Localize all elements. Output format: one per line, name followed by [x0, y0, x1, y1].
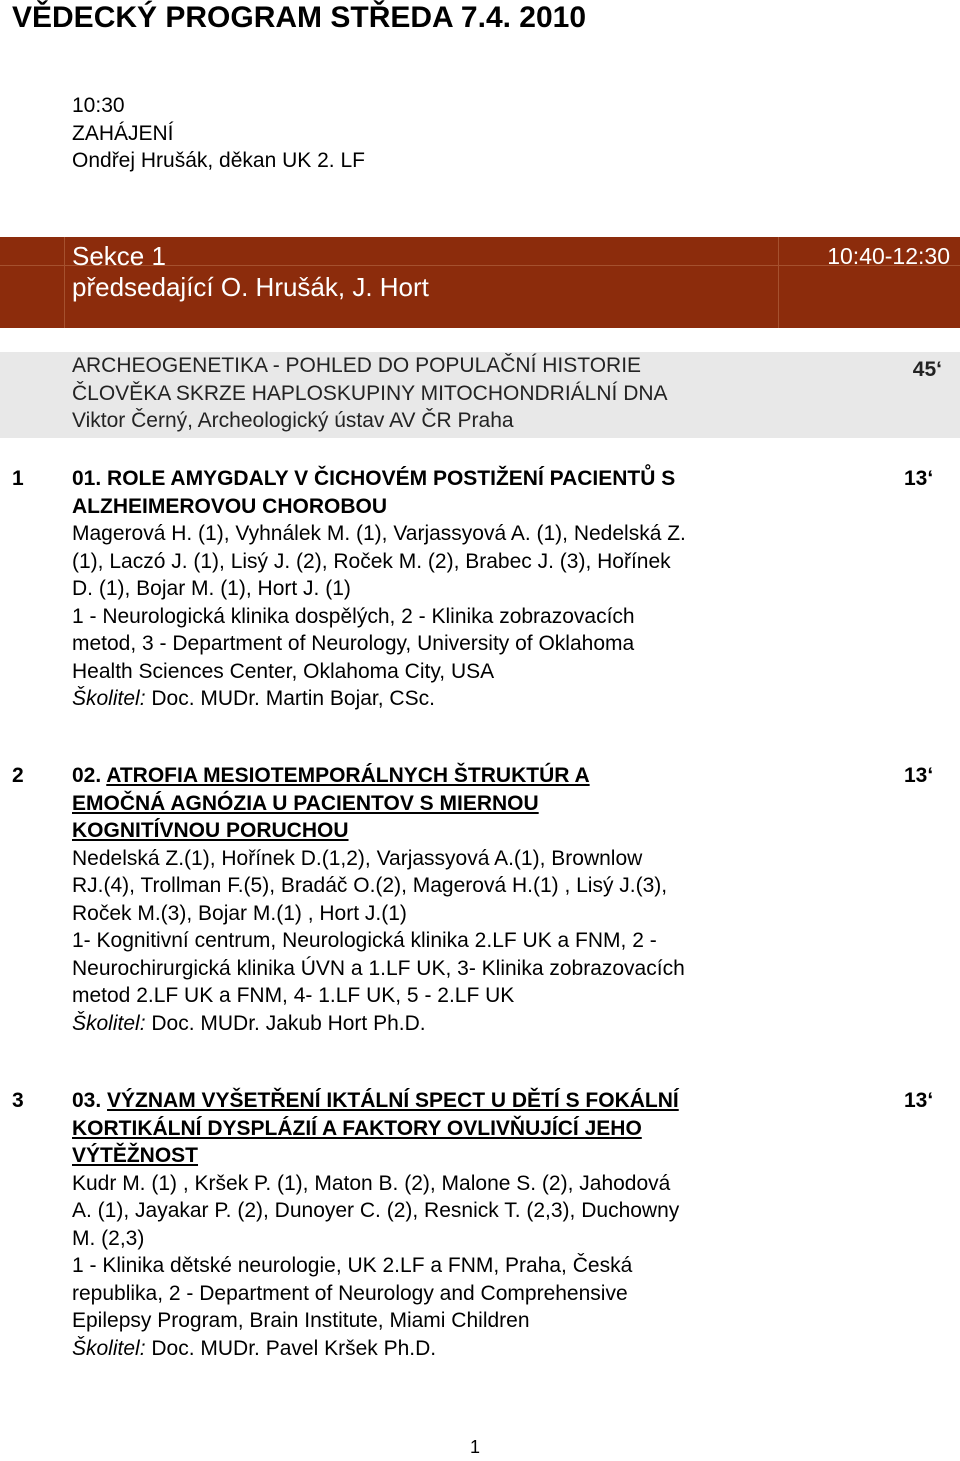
talk-supervisor [72, 1335, 679, 1363]
talk-title-text: VÝZNAM VYŠETŘENÍ IKTÁLNÍ SPECT U DĚTÍ S FOKÁLNÍ [107, 1089, 679, 1112]
talk-affiliation: metod 2.LF UK a FNM, 4- 1.LF UK, 5 - 2.LF UK [72, 984, 515, 1007]
talk-code: 02. [72, 764, 107, 787]
talk-supervisor [72, 1010, 685, 1038]
talk-title-line: ALZHEIMEROVOU CHOROBOU [72, 494, 387, 518]
talk-title-text: ATROFIA MESIOTEMPORÁLNYCH ŠTRUKTÚR A [106, 764, 590, 787]
talk-affiliation: Epilepsy Program, Brain Institute, Miami Children [72, 1309, 530, 1332]
talk-authors: M. (2,3) [72, 1226, 145, 1250]
talk-number: 1 [12, 467, 24, 490]
supervisor-label: Školitel: [72, 687, 146, 710]
talk-code: 03. [72, 1089, 108, 1112]
talk-affiliation: 1 - Klinika dětské neurologie, UK 2.LF a FNM, Praha, Česká [72, 1254, 633, 1277]
talk-2 [72, 762, 685, 1037]
talk-affiliation: metod, 3 - Department of Neurology, University of Oklahoma [72, 632, 635, 655]
plenary-text [72, 352, 668, 435]
talk-3 [72, 1087, 679, 1362]
talk-authors: Nedelská Z.(1), Hořínek D.(1,2), Varjassyová A.(1), Brownlow [72, 846, 643, 870]
talk-supervisor [72, 685, 686, 713]
talk-code: 01. [72, 467, 108, 490]
band-divider [64, 237, 65, 328]
page-title: VĚDECKÝ PROGRAM STŘEDA 7.4. 2010 [12, 1, 587, 34]
plenary-talk [0, 352, 960, 438]
supervisor-name: Doc. MUDr. Martin Bojar, CSc. [145, 687, 435, 710]
section-chairs: předsedající O. Hrušák, J. Hort [72, 272, 429, 302]
opening-speaker: Ondřej Hrušák, děkan UK 2. LF [72, 149, 365, 172]
section-time: 10:40-12:30 [827, 243, 950, 269]
band-divider [778, 237, 779, 328]
talk-authors: D. (1), Bojar M. (1), Hort J. (1) [72, 577, 351, 600]
talk-number: 2 [12, 764, 24, 787]
opening-time: 10:30 [72, 94, 125, 117]
plenary-line: ČLOVĚKA SKRZE HAPLOSKUPINY MITOCHONDRIÁLNÍ DNA [72, 381, 668, 405]
talk-title-line: VÝTĚŽNOST [72, 1144, 199, 1167]
talk-affiliation: republika, 2 - Department of Neurology and Comprehensive [72, 1281, 628, 1305]
plenary-duration: 45‘ [912, 358, 942, 381]
page-number: 1 [470, 1437, 481, 1457]
section-name: Sekce 1 [72, 241, 166, 271]
talk-duration: 13‘ [904, 1089, 934, 1112]
section-band [0, 237, 960, 328]
talk-authors: Magerová H. (1), Vyhnálek M. (1), Varjassyová A. (1), Nedelská Z. [72, 522, 686, 545]
talk-title [72, 762, 685, 790]
talk-title-text: ROLE AMYGDALY V ČICHOVÉM POSTIŽENÍ PACIENTŮ S [107, 467, 676, 490]
plenary-line: Viktor Černý, Archeologický ústav AV ČR Praha [72, 409, 514, 432]
talk-title-line: KORTIKÁLNÍ DYSPLÁZIÍ A FAKTORY OVLIVŇUJÍCÍ JEHO [72, 1116, 642, 1140]
talk-title-line: KOGNITÍVNOU PORUCHOU [72, 819, 349, 842]
opening-block [72, 92, 365, 175]
talk-authors: A. (1), Jayakar P. (2), Dunoyer C. (2), Resnick T. (2,3), Duchowny [72, 1199, 680, 1222]
talk-authors: Roček M.(3), Bojar M.(1) , Hort J.(1) [72, 901, 407, 925]
talk-duration: 13‘ [904, 467, 934, 490]
talk-affiliation: 1- Kognitivní centrum, Neurologická klinika 2.LF UK a FNM, 2 - [72, 929, 657, 952]
talk-authors: RJ.(4), Trollman F.(5), Bradáč O.(2), Magerová H.(1) , Lisý J.(3), [72, 874, 668, 897]
talk-duration: 13‘ [904, 764, 934, 787]
talk-affiliation: Health Sciences Center, Oklahoma City, USA [72, 659, 495, 683]
opening-label: ZAHÁJENÍ [72, 121, 174, 145]
supervisor-name: Doc. MUDr. Pavel Kršek Ph.D. [145, 1336, 437, 1360]
talk-number: 3 [12, 1089, 24, 1112]
section-heading [72, 241, 429, 303]
talk-title [72, 465, 686, 493]
talk-authors: Kudr M. (1) , Kršek P. (1), Maton B. (2), Malone S. (2), Jahodová [72, 1171, 671, 1195]
talk-1 [72, 465, 686, 713]
supervisor-label: Školitel: [72, 1336, 146, 1360]
supervisor-name: Doc. MUDr. Jakub Hort Ph.D. [145, 1011, 426, 1035]
talk-authors: (1), Laczó J. (1), Lisý J. (2), Roček M. (2), Brabec J. (3), Hořínek [72, 549, 671, 573]
talk-title [72, 1087, 679, 1115]
plenary-line: ARCHEOGENETIKA - POHLED DO POPULAČNÍ HISTORIE [72, 354, 642, 377]
talk-title-line: EMOČNÁ AGNÓZIA U PACIENTOV S MIERNOU [72, 791, 539, 815]
supervisor-label: Školitel: [72, 1011, 146, 1035]
talk-affiliation: 1 - Neurologická klinika dospělých, 2 - Klinika zobrazovacích [72, 604, 635, 628]
talk-affiliation: Neurochirurgická klinika ÚVN a 1.LF UK, 3- Klinika zobrazovacích [72, 956, 685, 980]
